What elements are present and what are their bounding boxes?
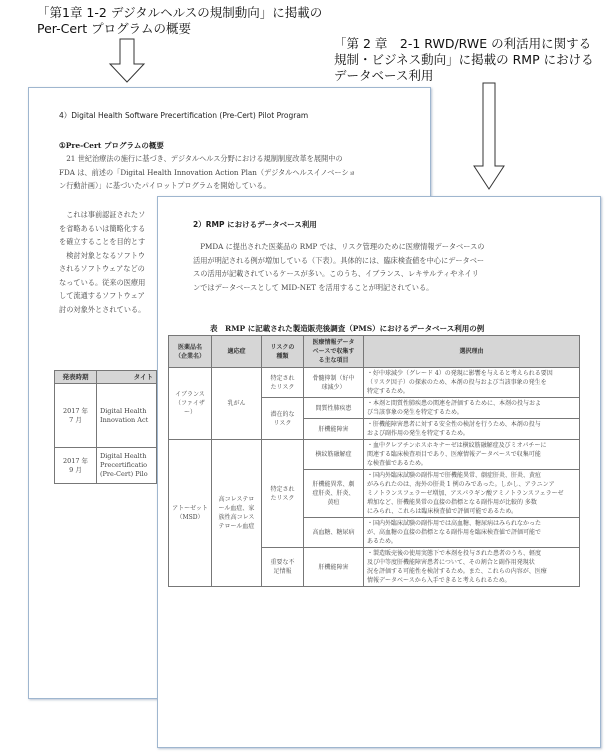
caption-line: 「第 2 章 2-1 RWD/RWE の利活用に関する: [334, 36, 592, 51]
risk-type-cell: 重要な不 足情報: [262, 548, 304, 587]
caption-line: Per-Cert プログラムの概要: [37, 21, 191, 36]
drug-name-cell: イブランス （ファイザ ー）: [169, 368, 212, 440]
reason-cell: ・国内外臨床試験の副作用では高血糖、糖尿病はみられなかった が、高血糖の直接の指標となる副作用を臨床検査値で評価可能で あるため。: [364, 518, 580, 548]
text-line: ン行動計画）」に基づいたパイロットプログラムを開始している。: [59, 181, 271, 190]
paragraph: [59, 152, 356, 193]
title-cell: Digital Health Innovation Act: [97, 384, 157, 448]
drug-name-cell: アトーゼット （MSD）: [169, 440, 212, 587]
date-cell: 2017 年 7 月: [55, 384, 97, 448]
reason-cell: ・血中クレアチンホスホキナーゼは横紋筋融解症及びミオパチーに 関連する臨床検査項目であり、医療情報データベースで収集可能 な検査値であるため。: [364, 440, 580, 470]
back-table: [54, 370, 157, 484]
text-line: PMDA に提出された医薬品の RMP では、リスク管理のために医療情報データベースの: [193, 242, 485, 251]
text-line: スの活用が記載されているケースが多い。このうち、イブランス、レキサルティやネイリ: [193, 269, 479, 278]
header-cell: 医薬品名 （企業名）: [169, 336, 212, 368]
text-line: を確立することを目的とす: [59, 237, 146, 246]
item-cell: 肝機能障害: [304, 419, 364, 440]
text-line: 21 世紀治療法の施行に基づき、デジタルヘルス分野における規制制度改革を展開中の: [59, 154, 343, 163]
reason-cell: ・製造販売後の使用実態下で本剤を投与された患者のうち、軽度 及び中等度肝機能障害患者について、その割合と副作用発現状 況を評価する可能性を検討するため。また、これらの内容が、医療 情報データベースから入手できると考えられるため。: [364, 548, 580, 587]
header-cell: リスクの 種類: [262, 336, 304, 368]
paragraph: [193, 240, 485, 294]
caption-line: 規制・ビジネス動向」に掲載の RMP における: [334, 52, 594, 67]
item-cell: 高血糖、糖尿病: [304, 518, 364, 548]
text-line: されるソフトウェアなどの: [59, 264, 145, 273]
section-heading: 2）RMP におけるデータベース利用: [193, 220, 317, 229]
caption-line: データベース利用: [334, 68, 434, 83]
header-cell: 発表時期: [55, 371, 97, 384]
text-line: 活用が明記される例が増加している（下表）。具体的には、臨床検査値を中心にデータベー: [193, 255, 485, 265]
indication-cell: 高コレステロ ール血症、家 族性高コレス テロール血症: [212, 440, 262, 587]
item-cell: 肝機能障害: [304, 548, 364, 587]
title-cell: Digital Health Precertificatio (Pre-Cert) Pilo: [97, 448, 157, 484]
text-line: これは事前認証されたソ: [59, 210, 146, 219]
text-line: して流通するソフトウェア: [59, 291, 145, 300]
header-cell: タイト: [97, 371, 157, 384]
caption-right: [334, 36, 594, 84]
header-cell: 選択理由: [364, 336, 580, 368]
item-cell: 骨髄抑制（好中 球減少）: [304, 368, 364, 398]
item-cell: 肝機能異常、劇 症肝炎、肝炎、 黄疸: [304, 470, 364, 518]
header-cell: 医療情報データ ベースで収集す る主な項目: [304, 336, 364, 368]
front-page: [157, 196, 601, 748]
text-line: FDA は、前述の「Digital Health Innovation Action Plan（デジタルヘルスイノベーショ: [59, 167, 356, 177]
subheading: ①Pre-Cert プログラムの概要: [59, 141, 164, 150]
item-cell: 横紋筋融解症: [304, 440, 364, 470]
text-line: なっている。従来の医療用: [59, 277, 146, 287]
paragraph: [59, 208, 145, 316]
table-row: [169, 368, 580, 398]
down-arrow-icon: [108, 38, 148, 84]
reason-cell: ・本剤と間質性肺疾患の関連を評価するために、本剤の投与およ び当該事象の発生を特定するため。: [364, 398, 580, 419]
caption-line: 「第1章 1-2 デジタルヘルスの規制動向」に掲載の: [37, 5, 323, 20]
reason-cell: ・肝機能障害患者に対する安全性の検討を行うため、本剤の投与 および副作用の発生を特定するため。: [364, 419, 580, 440]
risk-type-cell: 潜在的な リスク: [262, 398, 304, 440]
risk-type-cell: 特定され たリスク: [262, 368, 304, 398]
date-cell: 2017 年 9 月: [55, 448, 97, 484]
header-cell: 適応症: [212, 336, 262, 368]
text-line: ンではデータベースとして MID-NET を活用することが明記されている。: [193, 282, 434, 292]
text-line: 討の対象外とされている。: [59, 304, 146, 314]
table-row: [169, 440, 580, 470]
table-title: 表 RMP に記載された製造販売後調査（PMS）におけるデータベース利用の例: [210, 324, 485, 333]
item-cell: 間質性肺疾患: [304, 398, 364, 419]
down-arrow-icon: [473, 82, 507, 192]
risk-type-cell: 特定され たリスク: [262, 440, 304, 548]
indication-cell: 乳がん: [212, 368, 262, 440]
pms-table: [168, 335, 580, 587]
text-line: 検討対象となるソフトウ: [59, 250, 146, 260]
section-heading: 4）Digital Health Software Precertification (Pre-Cert) Pilot Program: [59, 111, 309, 120]
reason-cell: ・好中球減少（グレード 4）の発現に影響を与えると考えられる要因 （リスク因子）の探索のため、本剤の投与および当該事象の発生を 特定するため。: [364, 368, 580, 398]
caption-left: [37, 5, 322, 37]
text-line: を省略あるいは簡略化する: [59, 223, 146, 233]
reason-cell: ・国内外臨床試験の副作用で肝機能異常、劇症肝炎、肝炎、黄疸 がみられたのは、海外の肝炎 1 例のみであった。しかし、アラニンア ミノトランスフェラーゼ増加、アスパラギン酸アミノトランスフェラーゼ 増加など、肝機能異常の直接の指標となる副作用が比較的 多数 にみられ、これらは臨床検査値で評価可能であるため。: [364, 470, 580, 518]
